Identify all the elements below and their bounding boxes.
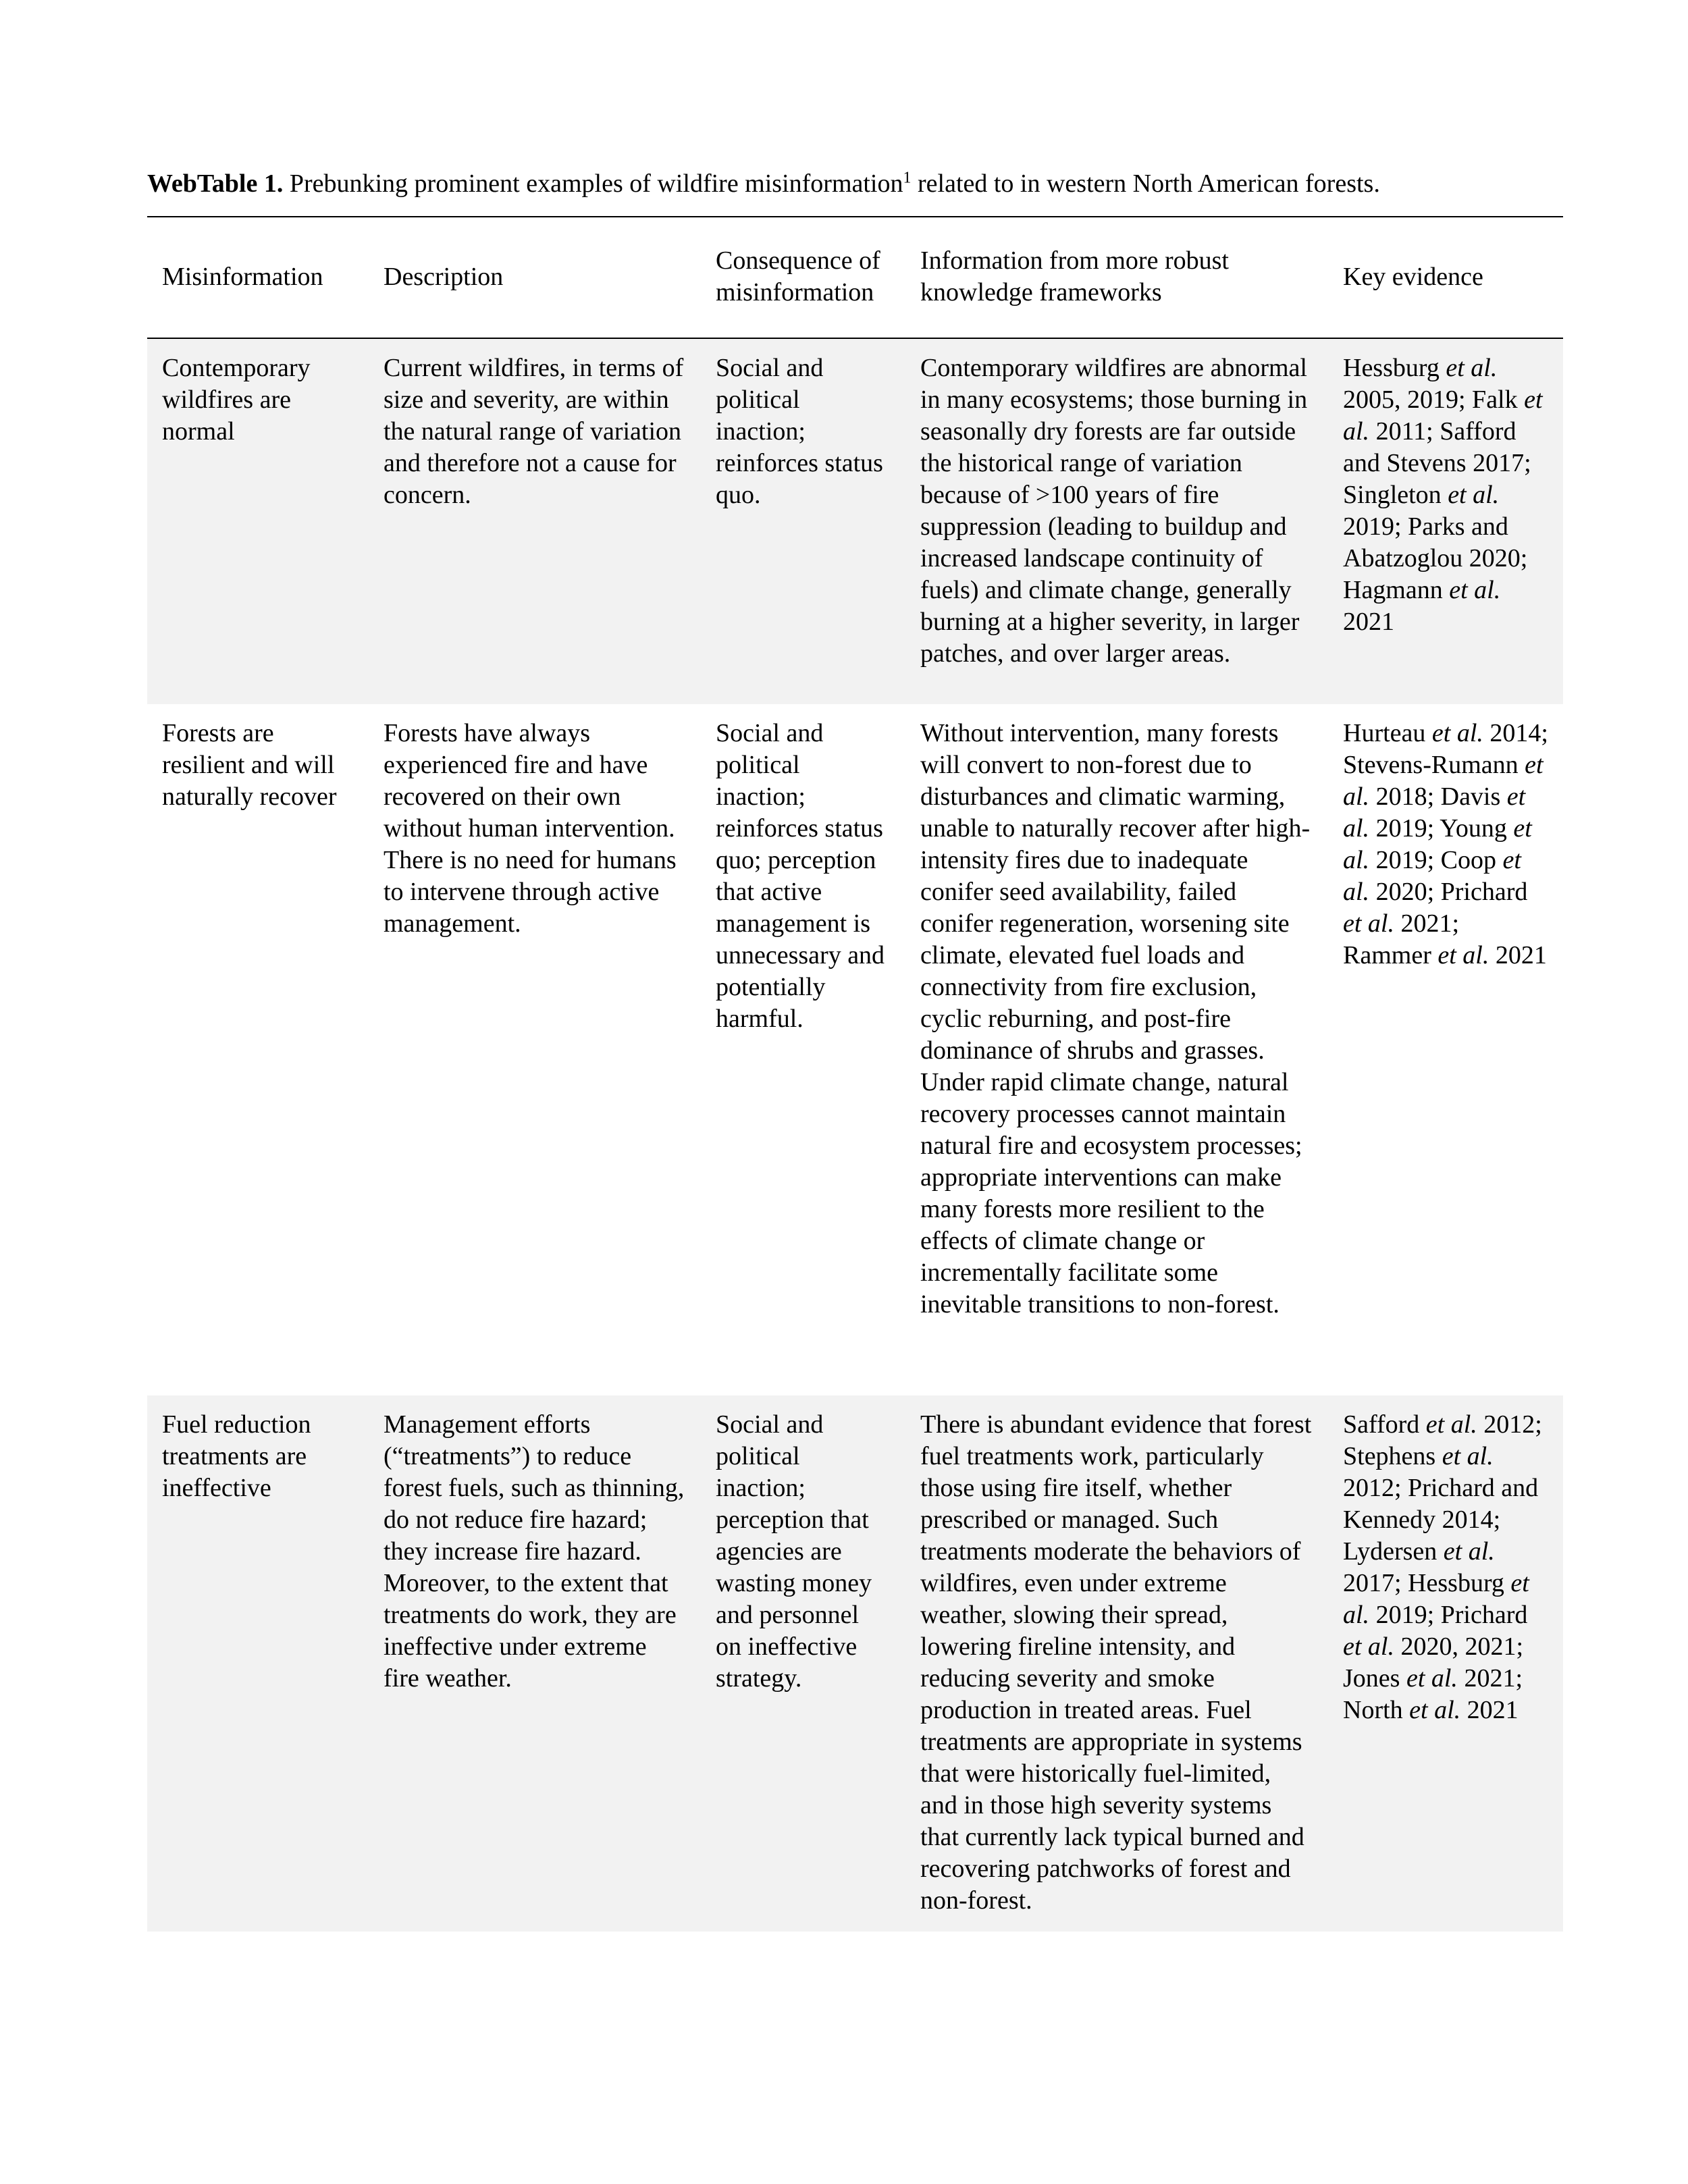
caption-label: WebTable 1. [147,169,284,198]
cell-description: Current wildfires, in terms of size and severity, are within the natural range of variation and therefore not a cause for concern. [369,338,701,704]
caption-footnote-marker: 1 [903,169,912,187]
table-header-row [147,217,1563,338]
citation-text: 2014; Stevens-Rumann [1343,719,1548,779]
caption-text: Prebunking prominent examples of wildfire misinformation [283,169,903,198]
cell-consequence: Social and political inaction; reinforces status quo. [701,338,905,704]
header-consequence: Consequence of misinformation [716,246,880,307]
citation-text: 2019; Prichard [1369,1601,1528,1629]
header-misinformation: Misinformation [162,262,323,291]
citation-text: 2019; Young [1369,814,1514,843]
cell-consequence: Social and political inaction; reinforces status quo; perception that active management is unnecessary and potentially harmful. [716,719,885,1033]
citation-et-al: et al. [1409,1696,1461,1724]
citation-text: 2018; Davis [1369,782,1507,811]
citation-et-al: et al. [1343,1632,1394,1661]
header-description: Description [384,262,504,291]
citation-text: 2021; Rammer [1343,909,1460,969]
citation-et-al: et al. [1442,1442,1494,1470]
citation-et-al: et al. [1431,719,1483,747]
citation-et-al: et al. [1446,354,1498,382]
citation-et-al: et al. [1343,846,1521,906]
cell-consequence: Social and political inaction; perception that agencies are wasting money and personnel on ineffective strategy. [701,1395,905,1932]
citation-text: Hurteau [1343,719,1432,747]
caption-text-after: related to in western North American forests. [911,169,1380,198]
citation-et-al: et al. [1406,1664,1458,1693]
header-key-evidence: Key evidence [1343,262,1483,291]
table-row [147,338,1563,704]
citation-et-al: et al. [1343,814,1532,874]
cell-misinformation: Contemporary wildfires are normal [147,338,369,704]
citation-et-al: et al. [1343,385,1543,446]
citation-text: Safford [1343,1410,1426,1439]
citation-et-al: et al. [1425,1410,1477,1439]
citation-et-al: et al. [1343,751,1544,811]
citation-text: 2012; Prichard and Kennedy 2014; Lydersen [1343,1474,1539,1566]
cell-information: Without intervention, many forests will convert to non-forest due to disturbances and climatic warming, unable to naturally recover after high-intensity fires due to inadequate conifer seed availability, failed conifer regeneration, worsening site climate, elevated fuel loads and connectivity from fire exclusion, cyclic reburning, and post-fire dominance of shrubs and grasses. Under rapid climate change, natural recovery processes cannot maintain natural fire and ecosystem processes; appropriate interventions can make many forests more resilient to the effects of climate change or incrementally facilitate some inevitable transitions to non-forest. [920,719,1311,1319]
citation-et-al: et al. [1343,909,1394,938]
cell-key-evidence [1328,704,1563,1395]
citation-text: 2021 [1489,941,1547,969]
citation-text: 2017; Hessburg [1343,1569,1511,1597]
cell-key-evidence [1328,338,1563,704]
citation-text: Hessburg [1343,354,1446,382]
citation-et-al: et al. [1438,941,1489,969]
citation-text: 2019; Coop [1369,846,1503,874]
citation-et-al: et al. [1443,1537,1495,1566]
citation-et-al: et al. [1448,481,1500,509]
citation-text: 2021 [1343,608,1394,636]
citation-text: 2005, 2019; Falk [1343,385,1525,414]
citation-text: 2021 [1460,1696,1519,1724]
table-caption [147,167,1565,200]
citation-text: 2012; Stephens [1343,1410,1542,1470]
cell-misinformation: Fuel reduction treatments are ineffective [147,1395,369,1932]
cell-description: Management efforts (“treatments”) to reduce forest fuels, such as thinning, do not reduce fire hazard; they increase fire hazard. Moreover, to the extent that treatments do work, they are ineffective under extreme fire weather. [369,1395,701,1932]
cell-information: There is abundant evidence that forest fuel treatments work, particularly those using fire itself, whether prescribed or managed. Such treatments moderate the behaviors of wildfires, even under extreme weather, slowing their spread, lowering fireline intensity, and reducing severity and smoke production in treated areas. Fuel treatments are appropriate in systems that were historically fuel-limited, and in those high severity systems that currently lack typical burned and recovering patchworks of forest and non-forest. [905,1395,1328,1932]
citation-et-al: et al. [1343,782,1526,843]
cell-information: Contemporary wildfires are abnormal in many ecosystems; those burning in seasonally dry forests are far outside the historical range of variation because of >100 years of fire suppression (leading to buildup and increased landscape continuity of fuels) and climate change, generally burning at a higher severity, in larger patches, and over larger areas. [905,338,1328,704]
citation-text: 2020, 2021; Jones [1343,1632,1524,1693]
table-row [147,1395,1563,1932]
misinformation-table [147,216,1563,1932]
citation-text: 2020; Prichard [1369,878,1528,906]
cell-misinformation: Forests are resilient and will naturally recover [162,719,337,811]
cell-description: Forests have always experienced fire and have recovered on their own without human intervention. There is no need for humans to intervene through active management. [384,719,677,938]
citation-text: 2011; Safford and Stevens 2017; Singleton [1343,417,1531,509]
citation-et-al: et al. [1449,576,1501,604]
table-row [147,704,1563,1395]
citation-text: 2021; North [1343,1664,1523,1724]
header-information: Information from more robust knowledge frameworks [920,246,1229,307]
cell-key-evidence [1328,1395,1563,1932]
citation-et-al: et al. [1343,1569,1529,1629]
citation-text: 2019; Parks and Abatzoglou 2020; Hagmann [1343,512,1528,604]
